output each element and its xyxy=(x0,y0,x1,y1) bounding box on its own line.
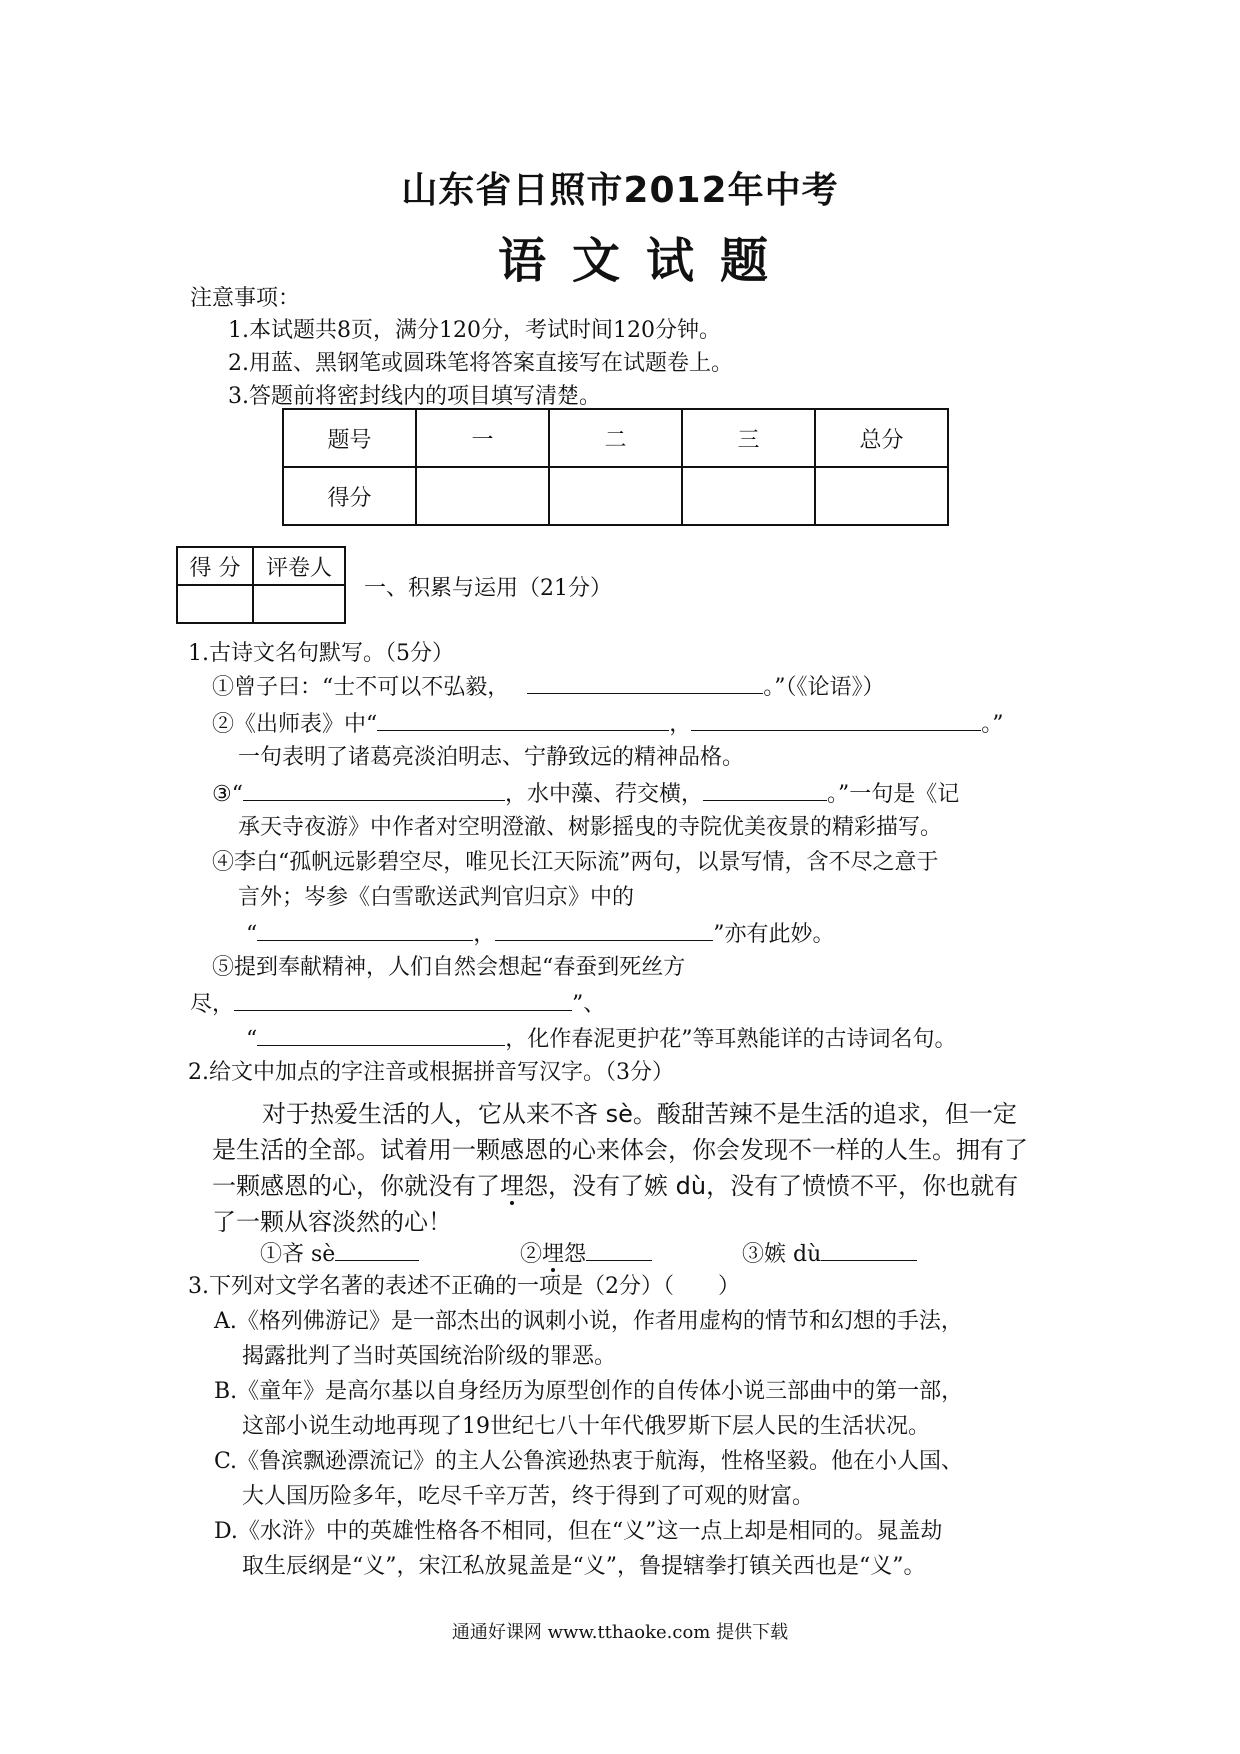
score-cell[interactable] xyxy=(416,467,549,525)
score-row-label: 得分 xyxy=(283,467,416,525)
q3-stem: 3.下列对文学名著的表述不正确的一项是（2分）（ ） xyxy=(188,1274,740,1299)
q1-c-answer-blank-1[interactable] xyxy=(243,778,505,801)
q2-answer-2: ②埋怨 xyxy=(520,1238,652,1270)
notice-item-2: 2.用蓝、黑钢笔或圆珠笔将答案直接写在试题卷上。 xyxy=(228,351,733,376)
notice-item-3: 3.答题前将密封线内的项目填写清楚。 xyxy=(228,384,601,409)
q3-option-c-line2: 大人国历险多年，吃尽千辛万苦，终于得到了可观的财富。 xyxy=(242,1484,815,1509)
q1-b-answer-blank-2[interactable] xyxy=(691,708,981,731)
score-header-cell: 一 xyxy=(416,409,549,467)
q1-item-c-continued: 承天寺夜游》中作者对空明澄澈、树影摇曳的寺院优美夜景的精彩描写。 xyxy=(238,815,943,840)
q1-item-b-continued: 一句表明了诸葛亮淡泊明志、宁静致远的精神品格。 xyxy=(238,745,745,770)
q3-option-a-line2: 揭露批判了当时英国统治阶级的罪恶。 xyxy=(242,1344,617,1369)
q2-passage-line1: 对于热爱生活的人，它从来不吝 sè。酸甜苦辣不是生活的追求，但一定 xyxy=(262,1100,1017,1128)
q2-passage-line4: 了一颗从容淡然的心！ xyxy=(212,1208,452,1236)
q3-option-d-line1: D.《水浒》中的英雄性格各不相同，但在“义”这一点上却是相同的。晁盖劫 xyxy=(214,1519,943,1544)
q1-d-answer-blank-2[interactable] xyxy=(495,918,713,941)
q1-item-d-line2: 言外；岑参《白雪歌送武判官归京》中的 xyxy=(238,885,635,910)
score-header-cell: 总分 xyxy=(815,409,948,467)
grader-table xyxy=(176,546,346,624)
q2-answer-blank-3[interactable] xyxy=(821,1238,917,1261)
grader-name-cell[interactable] xyxy=(253,585,345,623)
q3-option-b-line2: 这部小说生动地再现了19世纪七八十年代俄罗斯下层人民的生活状况。 xyxy=(242,1414,930,1439)
q3-option-b-line1: B.《童年》是高尔基以自身经历为原型创作的自传体小说三部曲中的第一部， xyxy=(214,1379,964,1404)
exam-subtitle: 语文试题 xyxy=(497,233,794,289)
q1-item-e-line2: 尽， ”、 xyxy=(190,988,605,1020)
q2-answer-1: ①吝 sè xyxy=(260,1238,419,1270)
q1-a-answer-blank[interactable] xyxy=(527,673,763,694)
q1-e-answer-blank-1[interactable] xyxy=(234,988,572,1011)
q2-answer-3: ③嫉 dù xyxy=(742,1238,917,1270)
q1-item-e-line1: ⑤提到奉献精神，人们自然会想起“春蚕到死丝方 xyxy=(212,955,686,980)
q2-passage-line2: 是生活的全部。试着用一颗感恩的心来体会，你会发现不一样的人生。拥有了 xyxy=(212,1136,1028,1164)
score-table-score-row xyxy=(283,467,948,525)
q2-answer-blank-2[interactable] xyxy=(586,1238,652,1261)
q2-passage-line3: 一颗感恩的心，你就没有了埋怨，没有了嫉 dù，没有了愤愤不平，你也就有 xyxy=(212,1172,1019,1200)
q1-item-c: ③“ ，水中藻、荇交横， 。”一句是《记 xyxy=(212,778,959,810)
notice-heading: 注意事项： xyxy=(190,286,301,311)
score-cell[interactable] xyxy=(682,467,815,525)
q1-stem: 1.古诗文名句默写。（5分） xyxy=(188,641,454,666)
score-header-cell: 三 xyxy=(682,409,815,467)
q1-item-d-line1: ④李白“孤帆远影碧空尽，唯见长江天际流”两句，以景写情，含不尽之意于 xyxy=(212,850,939,875)
q1-item-d-line3: “ ， ”亦有此妙。 xyxy=(246,918,835,950)
dotted-char: 埋 xyxy=(500,1172,524,1200)
q1-item-e-line3: “ ，化作春泥更护花”等耳熟能详的古诗词名句。 xyxy=(246,1023,957,1055)
q2-stem: 2.给文中加点的字注音或根据拼音写汉字。（3分） xyxy=(188,1060,674,1085)
q3-option-a-line1: A.《格列佛游记》是一部杰出的讽刺小说，作者用虚构的情节和幻想的手法， xyxy=(214,1309,963,1334)
score-cell[interactable] xyxy=(815,467,948,525)
score-header-cell: 题号 xyxy=(283,409,416,467)
q1-item-b: ②《出师表》中“ ， 。” xyxy=(212,708,1004,740)
notice-item-1: 1.本试题共8页，满分120分，考试时间120分钟。 xyxy=(228,318,721,343)
exam-title: 山东省日照市2012年中考 xyxy=(401,170,839,211)
score-table xyxy=(282,408,949,526)
score-table-header-row xyxy=(283,409,948,467)
q1-b-answer-blank-1[interactable] xyxy=(377,708,669,731)
q2-answer-blank-1[interactable] xyxy=(335,1238,419,1261)
score-cell[interactable] xyxy=(549,467,682,525)
q1-e-answer-blank-2[interactable] xyxy=(257,1023,505,1046)
grader-score-cell[interactable] xyxy=(177,585,253,623)
score-header-cell: 二 xyxy=(549,409,682,467)
q1-item-a: ①曾子曰：“士不可以不弘毅， 。”（《论语》） xyxy=(212,675,885,700)
q1-c-answer-blank-2[interactable] xyxy=(703,778,827,801)
q1-d-answer-blank-1[interactable] xyxy=(257,918,473,941)
dotted-char: 埋 xyxy=(542,1242,565,1267)
q3-option-d-line2: 取生辰纲是“义”，宋江私放晁盖是“义”，鲁提辖拳打镇关西也是“义”。 xyxy=(242,1554,926,1579)
q3-option-c-line1: C.《鲁滨飘逊漂流记》的主人公鲁滨逊热衷于航海，性格坚毅。他在小人国、 xyxy=(214,1449,964,1474)
section-1-title: 一、积累与运用（21分） xyxy=(364,576,612,601)
footer-source: 通通好课网 www.tthaoke.com 提供下载 xyxy=(451,1622,789,1643)
grader-name-label: 评卷人 xyxy=(253,547,345,585)
grader-score-label: 得 分 xyxy=(177,547,253,585)
